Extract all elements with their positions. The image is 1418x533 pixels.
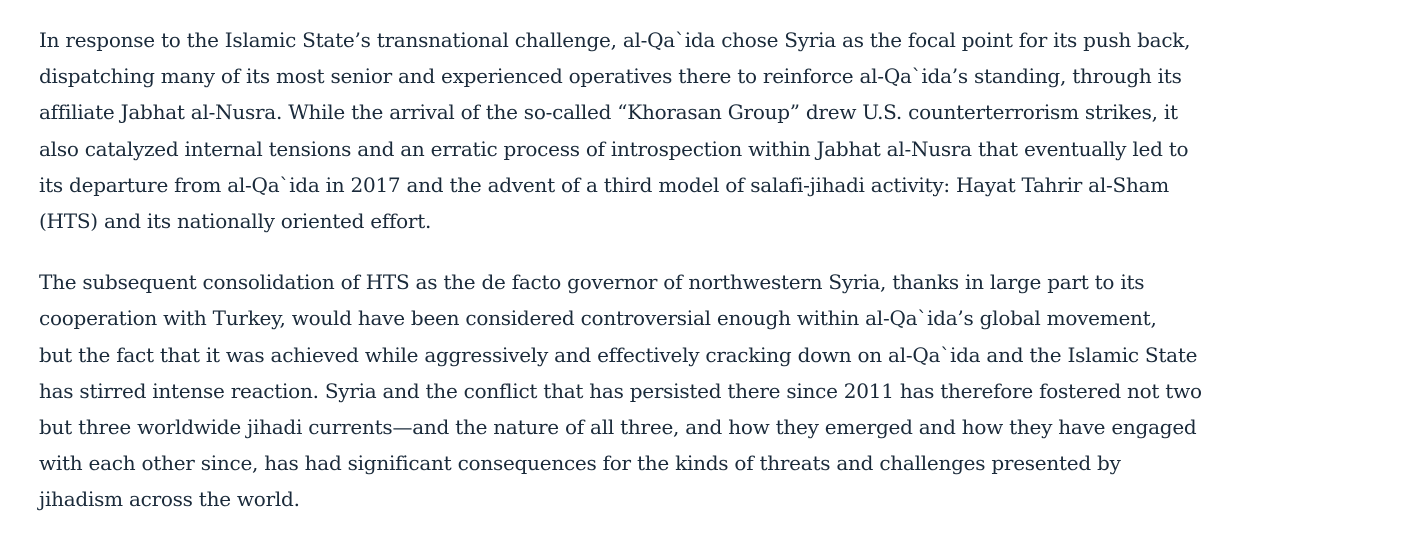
paragraph-line: affiliate Jabhat al-Nusra. While the arrival of the so-called “Khorasan Group” drew U.S. counterterrorism strikes, it bbox=[39, 100, 1178, 125]
paragraph-line: (HTS) and its nationally oriented effort. bbox=[39, 209, 432, 234]
paragraph-line: with each other since, has had significant consequences for the kinds of threats and challenges presented by bbox=[39, 451, 1121, 476]
paragraph-line: dispatching many of its most senior and experienced operatives there to reinforce al-Qa`ida’s standing, through its bbox=[39, 64, 1182, 89]
paragraph-line: In response to the Islamic State’s transnational challenge, al-Qa`ida chose Syria as the focal point for its push back, bbox=[39, 28, 1191, 52]
paragraph-line: also catalyzed internal tensions and an erratic process of introspection within Jabhat al-Nusra that eventually led to bbox=[39, 136, 1189, 161]
paragraph-line: its departure from al-Qa`ida in 2017 and the advent of a third model of salafi-jihadi activity: Hayat Tahrir al-Sham bbox=[39, 172, 1169, 197]
paragraph-line: jihadism across the world. bbox=[39, 487, 300, 512]
paragraph-line: cooperation with Turkey, would have been considered controversial enough within al-Qa`ida’s global movement, bbox=[39, 306, 1157, 331]
article-paragraph-2 bbox=[39, 264, 1379, 517]
paragraph-line: but the fact that it was achieved while aggressively and effectively cracking down on al-Qa`ida and the Islamic State bbox=[39, 342, 1198, 367]
article-body bbox=[39, 22, 1379, 518]
paragraph-line: has stirred intense reaction. Syria and the conflict that has persisted there since 2011 has therefore fostered not two bbox=[39, 378, 1202, 403]
paragraph-line: The subsequent consolidation of HTS as the de facto governor of northwestern Syria, thanks in large part to its bbox=[39, 270, 1145, 295]
paragraph-line: but three worldwide jihadi currents—and the nature of all three, and how they emerged and how they have engaged bbox=[39, 415, 1197, 440]
article-paragraph-1 bbox=[39, 22, 1379, 239]
